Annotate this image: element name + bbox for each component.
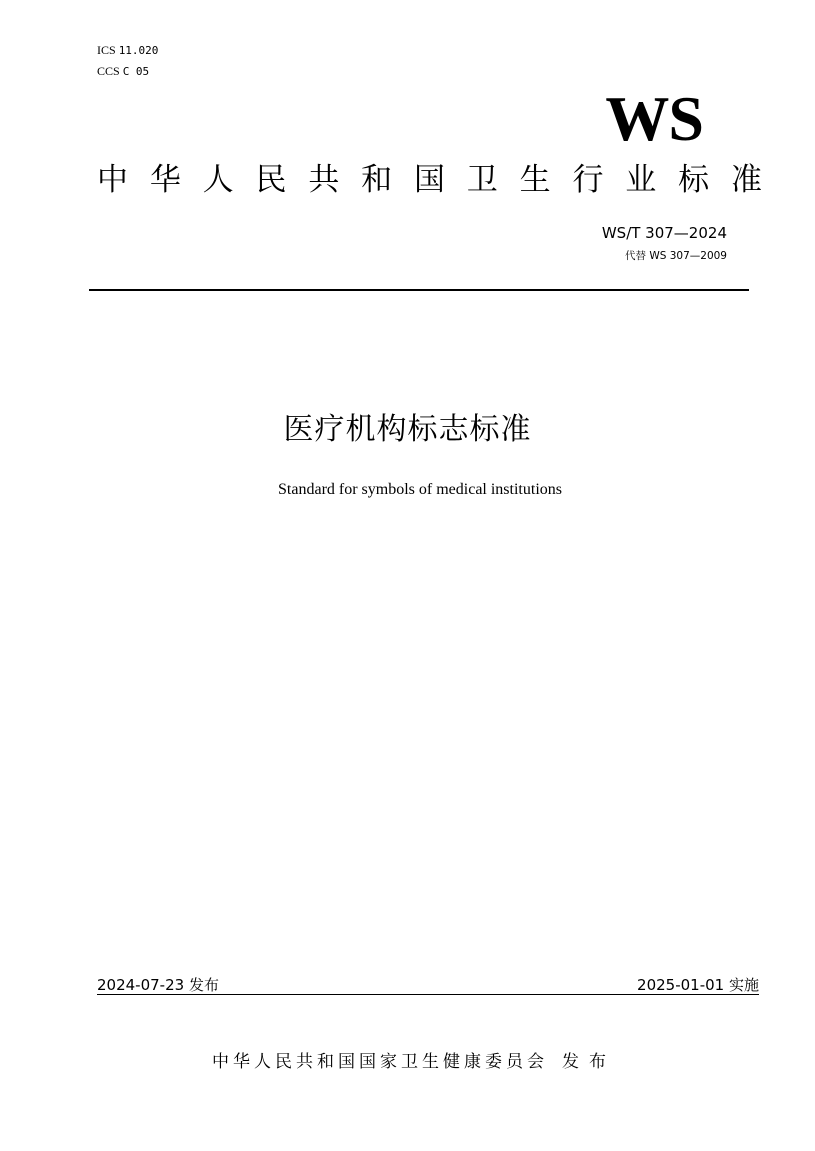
- title-char: 华: [149, 162, 181, 198]
- classification-codes: [97, 40, 158, 82]
- implementation-date: 2025-01-01 实施: [637, 976, 759, 994]
- header-divider: [89, 289, 749, 291]
- ics-line: [97, 40, 158, 61]
- title-char: 准: [730, 162, 762, 198]
- title-char: 生: [519, 162, 551, 198]
- industry-standard-title: [97, 157, 762, 203]
- standard-number: WS/T 307—2024: [601, 224, 727, 242]
- footer-divider: [97, 994, 759, 995]
- ccs-line: [97, 61, 158, 82]
- document-title-zh: 医疗机构标志标准: [283, 412, 532, 447]
- title-char: 国: [413, 162, 445, 198]
- title-char: 标: [678, 162, 710, 198]
- ics-code: 11.020: [118, 44, 159, 57]
- title-char: 中: [97, 162, 128, 198]
- document-title-en: Standard for symbols of medical institutions: [278, 481, 562, 498]
- publisher-name: 中华人民共和国国家卫生健康委员会: [212, 1052, 548, 1072]
- publisher: [212, 1049, 616, 1075]
- title-char: 行: [572, 162, 604, 198]
- title-char: 业: [625, 162, 657, 198]
- replaces-standard: 代替 WS 307—2009: [625, 250, 727, 262]
- title-char: 和: [361, 162, 393, 198]
- ics-label: ICS: [97, 43, 116, 57]
- publisher-verb: 发布: [562, 1052, 616, 1072]
- ws-logo: WS: [605, 83, 703, 154]
- title-char: 民: [255, 162, 287, 198]
- title-char: 共: [308, 162, 340, 198]
- title-char: 人: [202, 162, 234, 198]
- title-char: 卫: [466, 162, 498, 198]
- ccs-code: C 05: [122, 65, 150, 78]
- issue-date: 2024-07-23 发布: [97, 976, 219, 994]
- ccs-label: CCS: [97, 64, 120, 78]
